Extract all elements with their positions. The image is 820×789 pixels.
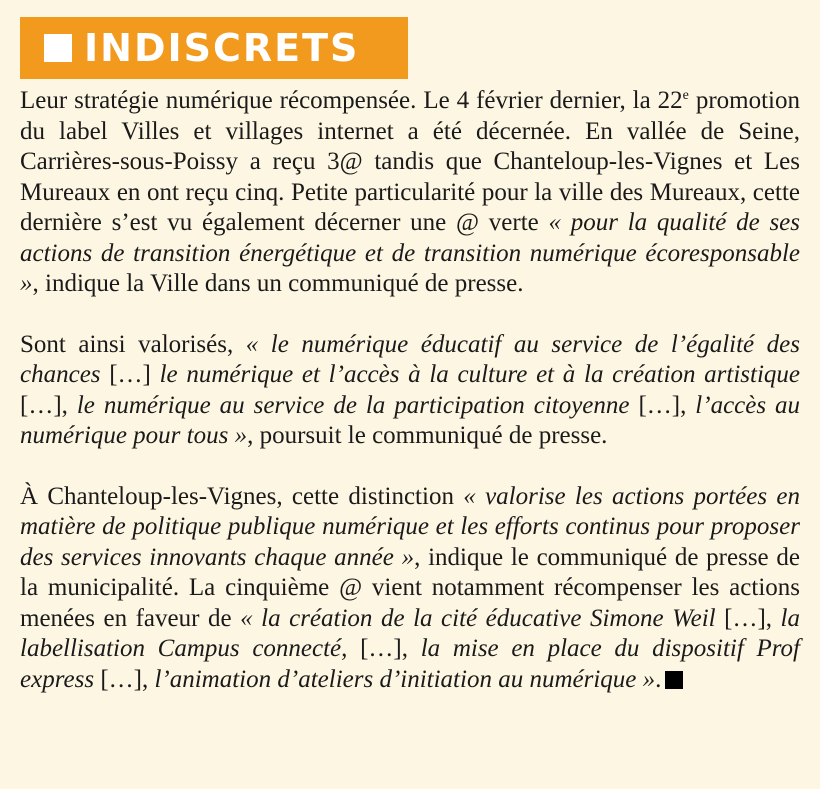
article-body (20, 86, 800, 695)
end-of-article-square-icon (665, 671, 683, 689)
section-banner (20, 17, 408, 79)
quote: l’accès au numérique pour tous » (20, 391, 801, 449)
quote: la labellisation Campus connecté, (20, 604, 800, 662)
quote: « valorise les actions portées en matière de politique publique numérique et les efforts continus pour proposer des services innovants chaque année » (20, 482, 800, 571)
paragraph-1: Leur stratégie numérique récompensée. Le 4 février dernier, la 22e promotion du label Villes et villages internet a été décernée. En vallée de Seine, Carrières-sous-Poissy a reçu 3@ tandis que Chanteloup-les-Vignes et Les Mureaux en ont reçu cinq. Petite particularité pour la ville des Mureaux, cette dernière s’est vu également décerner une @ verte « pour la qualité de ses actions de transition énergétique et de transition numérique écoresponsable », indique la Ville dans un communiqué de presse. (20, 87, 800, 297)
quote: le numérique au service de la participation citoyenne (76, 391, 630, 419)
quote: le numérique et l’accès à la culture et à la création artistique (159, 361, 800, 388)
paragraph-2: Sont ainsi valorisés, « le numérique éducatif au service de l’égalité des chances […] le numérique et l’accès à la culture et à la création artistique […], le numérique au service de la participation citoyenne […], l’accès au numérique pour tous », poursuit le communiqué de presse. (20, 330, 801, 449)
banner-square-icon (44, 34, 72, 62)
quote: « le numérique éducatif au service de l’égalité des chances (20, 330, 800, 388)
quote: la mise en place du dispositif Prof express (20, 635, 800, 693)
paragraph-3: À Chanteloup-les-Vignes, cette distinction « valorise les actions portées en matière de politique publique numérique et les efforts continus pour proposer des services innovants chaque année », indique le communiqué de presse de la municipalité. La cinquième @ vient notamment récompenser les actions menées en faveur de « la création de la cité éducative Simone Weil […], la labellisation Campus connecté, […], la mise en place du dispositif Prof express […], l’animation d’ateliers d’initiation au numérique ». (20, 482, 800, 693)
section-title: INDISCRETS (84, 26, 360, 70)
quote: l’animation d’ateliers d’initiation au numérique » (154, 665, 656, 693)
quote: « pour la qualité de ses actions de transition énergétique et de transition numérique écoresponsable » (20, 209, 800, 297)
quote: « la création de la cité éducative Simone Weil (240, 604, 716, 632)
